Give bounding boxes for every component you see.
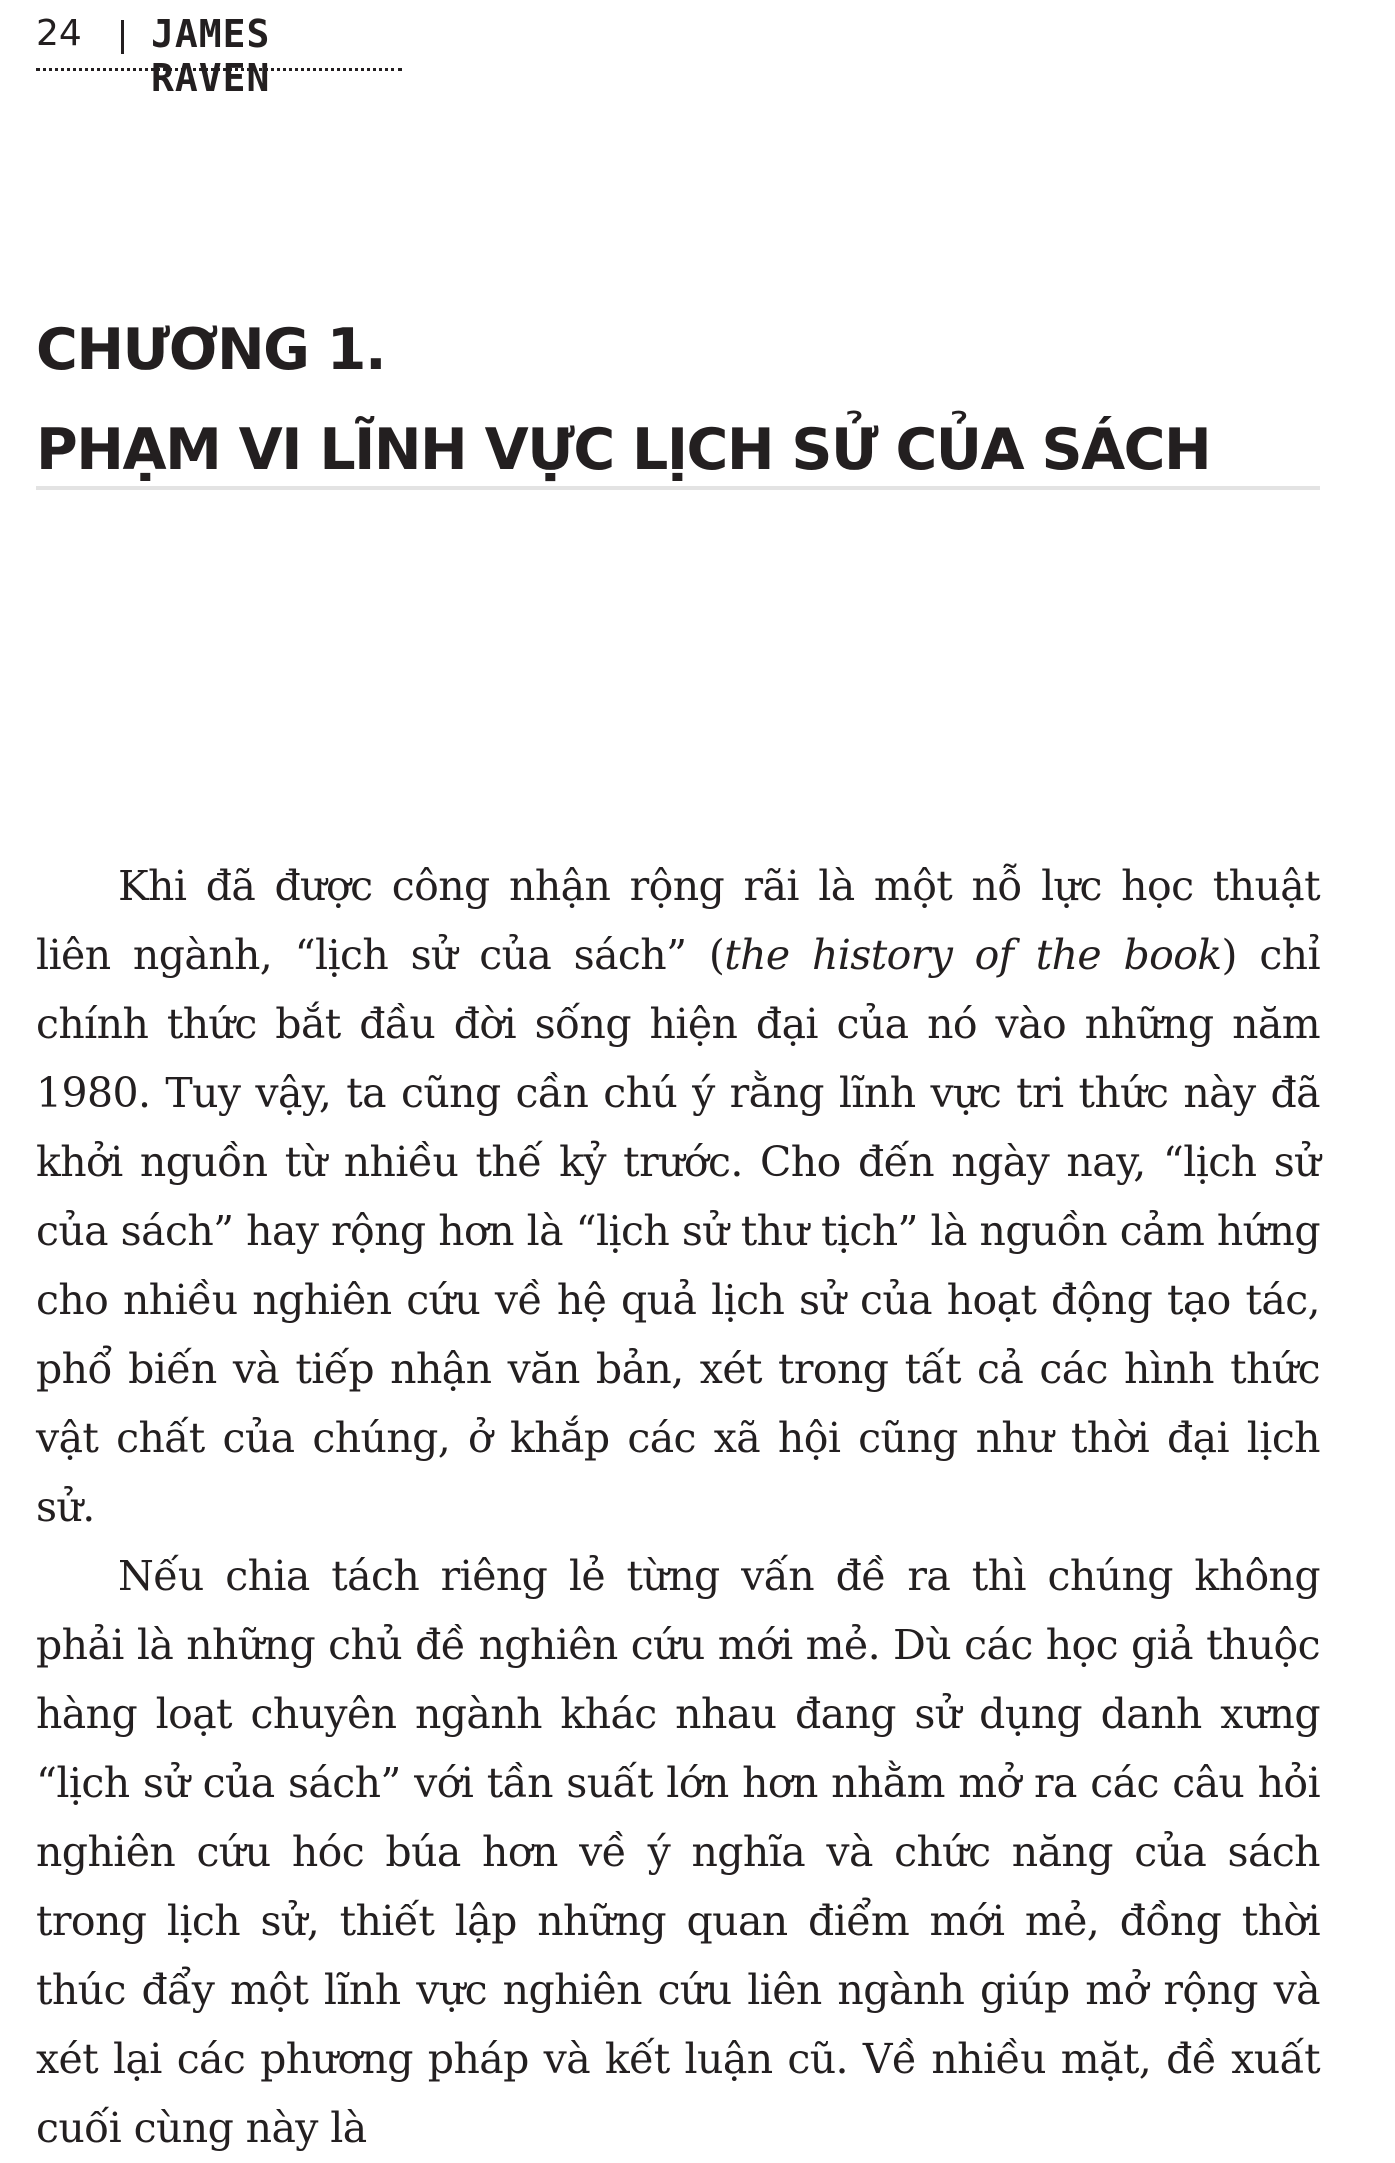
chapter-number: CHƯƠNG 1.	[36, 317, 386, 383]
paragraph-text: ) chỉ chính thức bắt đầu đời sống hiện đại của nó vào những năm 1980. Tuy vậy, ta cũng cần chú ý rằng lĩnh vực tri thức này đã khởi nguồn từ nhiều thế kỷ trước. Cho đến ngày nay, “lịch sử của sách” hay rộng hơn là “lịch sử thư tịch” là nguồn cảm hứng cho nhiều nghiên cứu về hệ quả lịch sử của hoạt động tạo tác, phổ biến và tiếp nhận văn bản, xét trong tất cả các hình thức vật chất của chúng, ở khắp các xã hội cũng như thời đại lịch sử.	[36, 931, 1321, 1531]
running-header	[36, 6, 402, 100]
page-number: 24	[36, 13, 82, 54]
book-author: JAMES RAVEN	[151, 12, 271, 100]
paragraph-text: Khi đã được công nhận rộng rãi là một nỗ lực học thuật liên ngành, “lịch sử của sách” (	[36, 862, 1320, 979]
paragraph	[36, 852, 1320, 1542]
paragraph: Nếu chia tách riêng lẻ từng vấn đề ra thì chúng không phải là những chủ đề nghiên cứu mới mẻ. Dù các học giả thuộc hàng loạt chuyên ngành khác nhau đang sử dụng danh xưng “lịch sử của sách” với tần suất lớn hơn nhằm mở ra các câu hỏi nghiên cứu hóc búa hơn về ý nghĩa và chức năng của sách trong lịch sử, thiết lập những quan điểm mới mẻ, đồng thời thúc đẩy một lĩnh vực nghiên cứu liên ngành giúp mở rộng và xét lại các phương pháp và kết luận cũ. Về nhiều mặt, đề xuất cuối cùng này là	[36, 1552, 1320, 2152]
italic-book-title: the history of the book	[724, 931, 1222, 979]
chapter-rule	[36, 486, 1320, 490]
body-text	[36, 852, 1320, 2163]
chapter-heading	[36, 300, 1320, 500]
header-divider	[121, 20, 124, 54]
chapter-title: PHẠM VI LĨNH VỰC LỊCH SỬ CỦA SÁCH	[36, 417, 1211, 483]
